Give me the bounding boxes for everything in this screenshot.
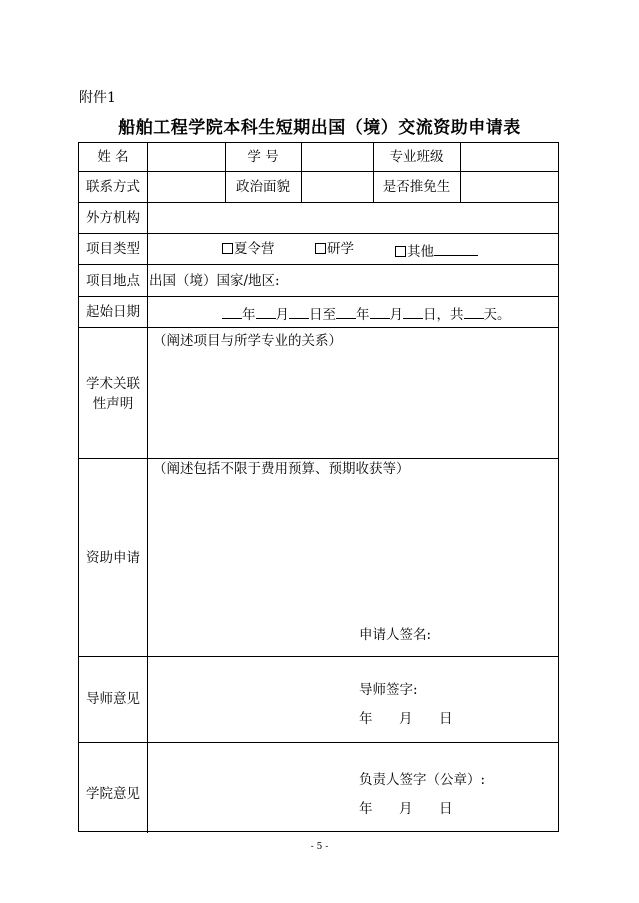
column-divider: [301, 143, 302, 202]
form-title: 船舶工程学院本科生短期出国（境）交流资助申请表: [118, 118, 521, 138]
start-month-blank[interactable]: [256, 306, 276, 319]
political-status-label: 政治面貌: [236, 179, 290, 195]
option-other[interactable]: 其他: [395, 243, 478, 260]
supervisor-opinion-label: 导师意见: [86, 691, 140, 707]
academic-note: （阐述项目与所学专业的关系）: [153, 333, 342, 349]
major-class-label: 专业班级: [389, 149, 444, 165]
supervisor-date-year: 年: [359, 711, 373, 727]
date-range: 年 月 日至 年 月 日，共 天。: [222, 306, 511, 323]
attachment-label: 附件1: [79, 90, 116, 106]
funding-note: （阐述包括不限于费用预算、预期收获等）: [153, 461, 410, 477]
label-column-divider: [147, 143, 148, 833]
school-signature-label: 负责人签字（公章）:: [359, 772, 486, 788]
row-divider: [79, 171, 558, 172]
page-number: - 5 -: [310, 842, 329, 852]
supervisor-date-month: 月: [399, 711, 413, 727]
checkbox-icon[interactable]: [395, 246, 406, 257]
row-divider: [79, 458, 558, 459]
supervisor-date-day: 日: [439, 711, 453, 727]
student-id-label: 学 号: [247, 149, 279, 165]
name-label: 姓 名: [97, 149, 129, 165]
academic-label-line1: 学术关联: [86, 376, 140, 392]
funding-field[interactable]: [149, 481, 557, 621]
project-location-label: 项目地点: [86, 273, 140, 289]
location-prompt: 出国（境）国家/地区:: [149, 273, 280, 289]
exempt-label: 是否推免生: [382, 179, 451, 195]
applicant-signature-label: 申请人签名:: [359, 627, 432, 643]
row-divider: [79, 296, 558, 297]
academic-label-line2: 性声明: [92, 396, 134, 412]
school-opinion-label: 学院意见: [86, 786, 140, 802]
row-divider: [79, 327, 558, 328]
project-type-label: 项目类型: [86, 241, 140, 257]
host-institution-label: 外方机构: [86, 210, 140, 226]
row-divider: [79, 742, 558, 743]
start-year-blank[interactable]: [222, 306, 242, 319]
school-date-year: 年: [359, 801, 373, 817]
row-divider: [79, 202, 558, 203]
school-date-day: 日: [439, 801, 453, 817]
row-divider: [79, 656, 558, 657]
application-form: [78, 142, 559, 832]
host-institution-field[interactable]: [149, 207, 557, 229]
option-study-tour[interactable]: 研学: [315, 243, 354, 257]
academic-statement-field[interactable]: [149, 353, 557, 453]
days-blank[interactable]: [464, 306, 484, 319]
dates-label: 起始日期: [86, 304, 140, 320]
option-summer-camp[interactable]: 夏令营: [222, 243, 275, 257]
start-day-blank[interactable]: [289, 306, 309, 319]
major-class-field[interactable]: [462, 149, 558, 167]
contact-label: 联系方式: [86, 179, 140, 195]
row-divider: [79, 233, 558, 234]
column-divider: [460, 143, 461, 202]
row-divider: [79, 264, 558, 265]
end-month-blank[interactable]: [370, 306, 390, 319]
exempt-field[interactable]: [462, 177, 558, 197]
political-status-field[interactable]: [303, 177, 371, 197]
other-blank[interactable]: [434, 243, 478, 256]
contact-field[interactable]: [149, 177, 223, 197]
student-id-field[interactable]: [303, 149, 371, 167]
funding-label: 资助申请: [86, 550, 140, 566]
supervisor-signature-label: 导师签字:: [359, 682, 418, 698]
end-day-blank[interactable]: [403, 306, 423, 319]
checkbox-icon[interactable]: [315, 243, 326, 254]
school-date-month: 月: [399, 801, 413, 817]
end-year-blank[interactable]: [336, 306, 356, 319]
checkbox-icon[interactable]: [222, 243, 233, 254]
